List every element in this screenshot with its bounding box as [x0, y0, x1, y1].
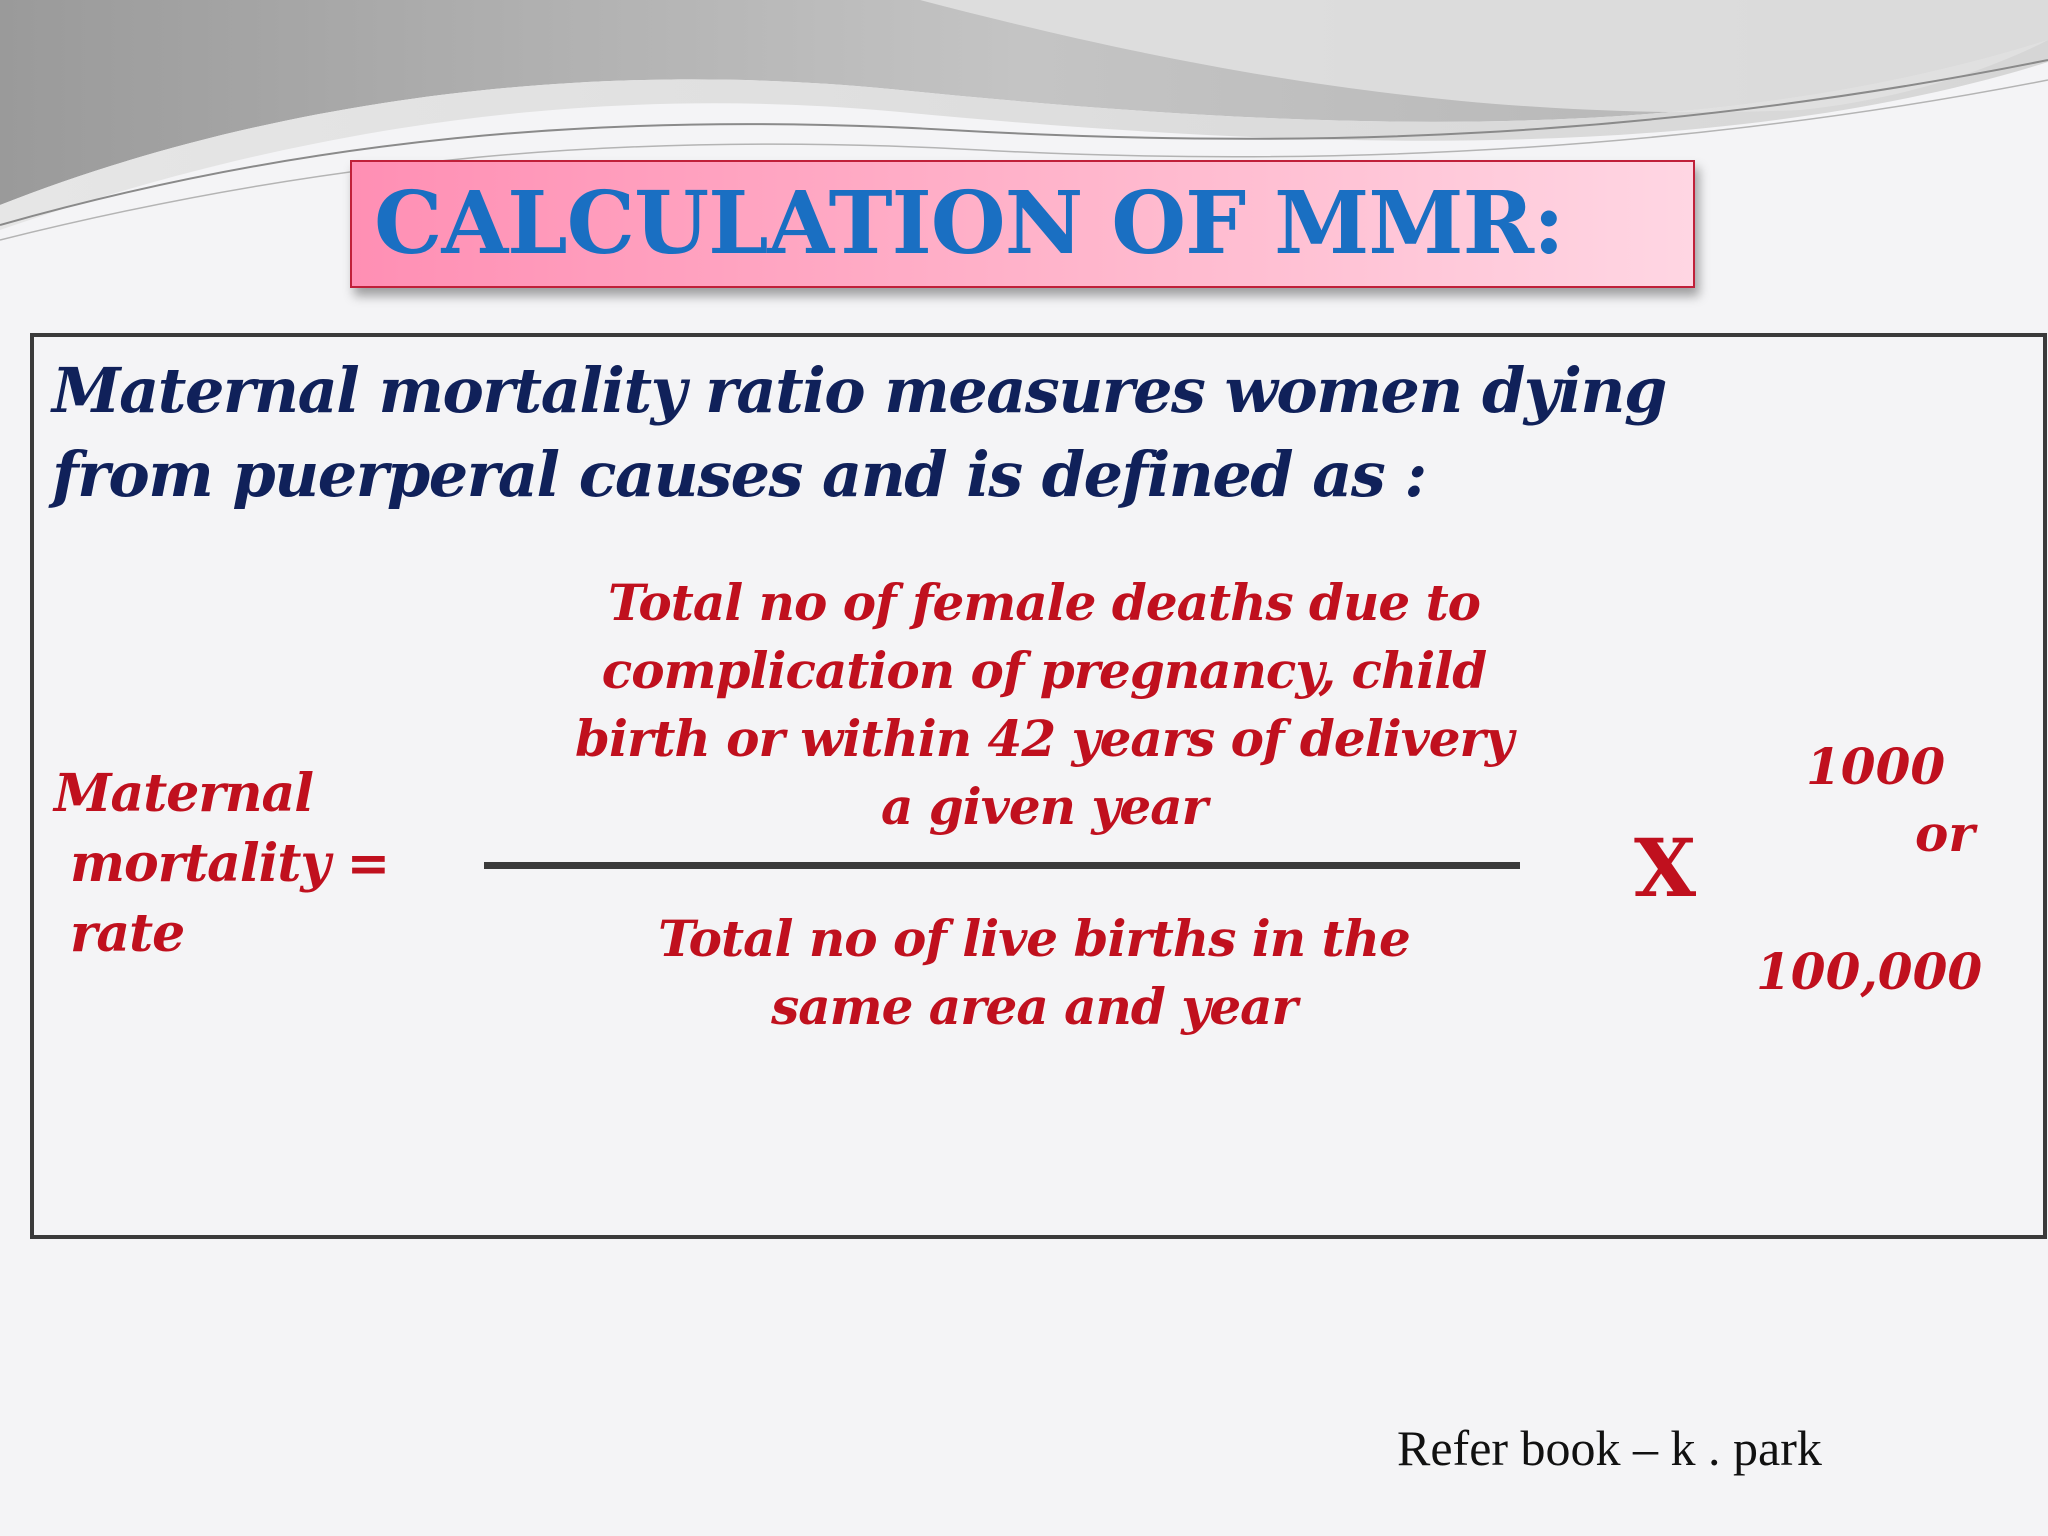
reference-note: Refer book – k . park: [1397, 1420, 1822, 1476]
definition-box: [30, 333, 2047, 1239]
numerator-line: a given year: [881, 777, 1207, 836]
intro-line: Maternal mortality ratio measures women dying: [52, 354, 1666, 427]
intro-text: [52, 349, 2012, 517]
intro-line: from puerperal causes and is defined as :: [52, 438, 1426, 511]
numerator-line: Total no of female deaths due to: [607, 573, 1481, 632]
left-label-line: mortality =: [70, 833, 390, 894]
numerator-line: complication of pregnancy, child: [601, 641, 1487, 700]
formula-left-label: [54, 759, 389, 969]
multiplier-or: or: [1915, 804, 1975, 863]
numerator-line: birth or within 42 years of delivery: [575, 709, 1513, 768]
fraction-bar: [484, 862, 1520, 869]
multiply-sign: X: [1634, 821, 1697, 915]
multiplier-100000: 100,000: [1756, 942, 1983, 1001]
multiplier-1000: 1000: [1806, 737, 1946, 796]
left-label-line: Maternal: [54, 763, 314, 824]
formula-denominator: [504, 905, 1564, 1041]
left-label-line: rate: [70, 903, 185, 964]
denominator-line: Total no of live births in the: [658, 909, 1410, 968]
title-banner: [350, 160, 1695, 288]
formula-numerator: [464, 569, 1624, 841]
denominator-line: same area and year: [771, 977, 1297, 1036]
slide-title: CALCULATION OF MMR:: [374, 173, 1564, 274]
